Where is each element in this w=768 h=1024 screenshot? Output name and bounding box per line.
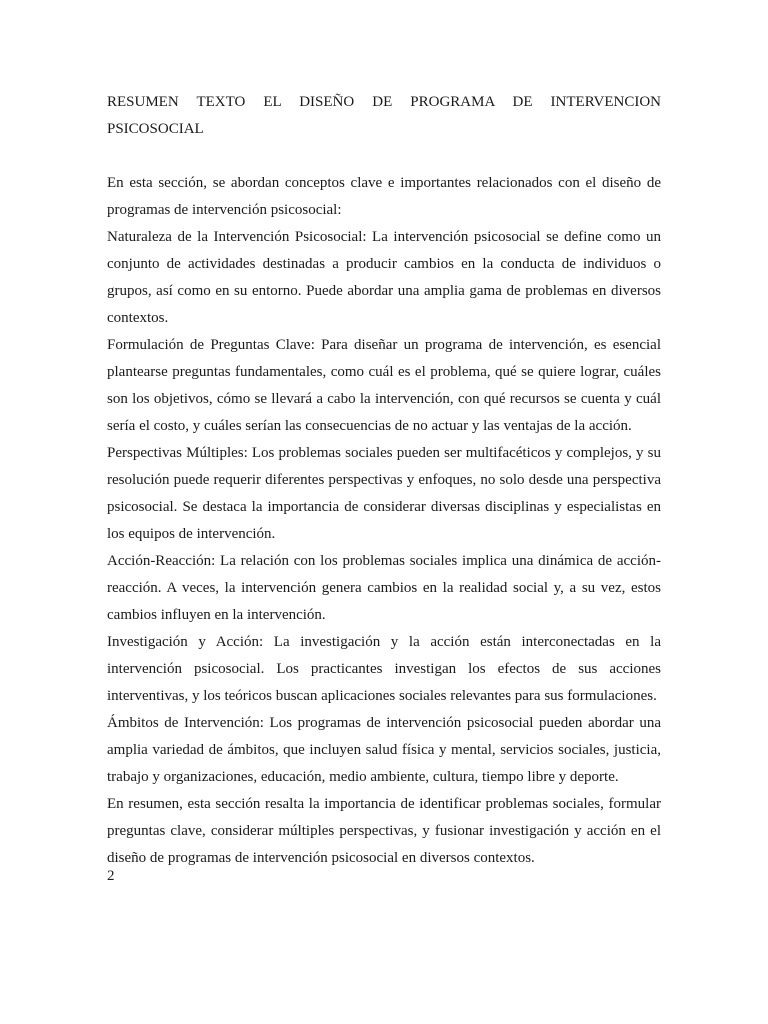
paragraph-accion-reaccion: Acción-Reacción: La relación con los problemas sociales implica una dinámica de acción-reacción. A veces, la intervención genera cambios en la realidad social y, a su vez, estos cambios influyen en la intervención. [107, 553, 661, 623]
paragraph-ambitos: Ámbitos de Intervención: Los programas de intervención psicosocial pueden abordar una amplia variedad de ámbitos, que incluyen salud física y mental, servicios sociales, justicia, trabajo y organizaciones, educación, medio ambiente, cultura, tiempo libre y deporte. [107, 715, 661, 785]
paragraph-perspectivas: Perspectivas Múltiples: Los problemas sociales pueden ser multifacéticos y complejos, y su resolución puede requerir diferentes perspectivas y enfoques, no solo desde una perspectiva psicosocial. Se destaca la importancia de considerar diversas disciplinas y especialistas en los equipos de intervención. [107, 445, 661, 542]
paragraph-formulacion: Formulación de Preguntas Clave: Para diseñar un programa de intervención, es esencial plantearse preguntas fundamentales, como cuál es el problema, qué se quiere lograr, cuáles son los objetivos, cómo se llevará a cabo la intervención, con qué recursos se cuenta y cuál sería el costo, y cuáles serían las consecuencias de no actuar y las ventajas de la acción. [107, 337, 661, 434]
paragraph-resumen: En resumen, esta sección resalta la importancia de identificar problemas sociales, formular preguntas clave, considerar múltiples perspectivas, y fusionar investigación y acción en el diseño de programas de intervención psicosocial en diversos contextos. [107, 796, 661, 866]
paragraph-investigacion: Investigación y Acción: La investigación y la acción están interconectadas en la intervención psicosocial. Los practicantes investigan los efectos de sus acciones interventivas, y los teóricos buscan aplicaciones sociales relevantes para sus formulaciones. [107, 634, 661, 704]
paragraph-naturaleza: Naturaleza de la Intervención Psicosocial: La intervención psicosocial se define como un conjunto de actividades destinadas a producir cambios en la conducta de individuos o grupos, así como en su entorno. Puede abordar una amplia gama de problemas en diversos contextos. [107, 229, 661, 326]
document-body [107, 89, 661, 872]
document-title: RESUMEN TEXTO EL DISEÑO DE PROGRAMA DE INTERVENCION PSICOSOCIAL [107, 94, 661, 137]
paragraph-intro: En esta sección, se abordan conceptos clave e importantes relacionados con el diseño de programas de intervención psicosocial: [107, 175, 661, 218]
title-spacer [107, 143, 661, 170]
page-number: 2 [107, 868, 115, 884]
